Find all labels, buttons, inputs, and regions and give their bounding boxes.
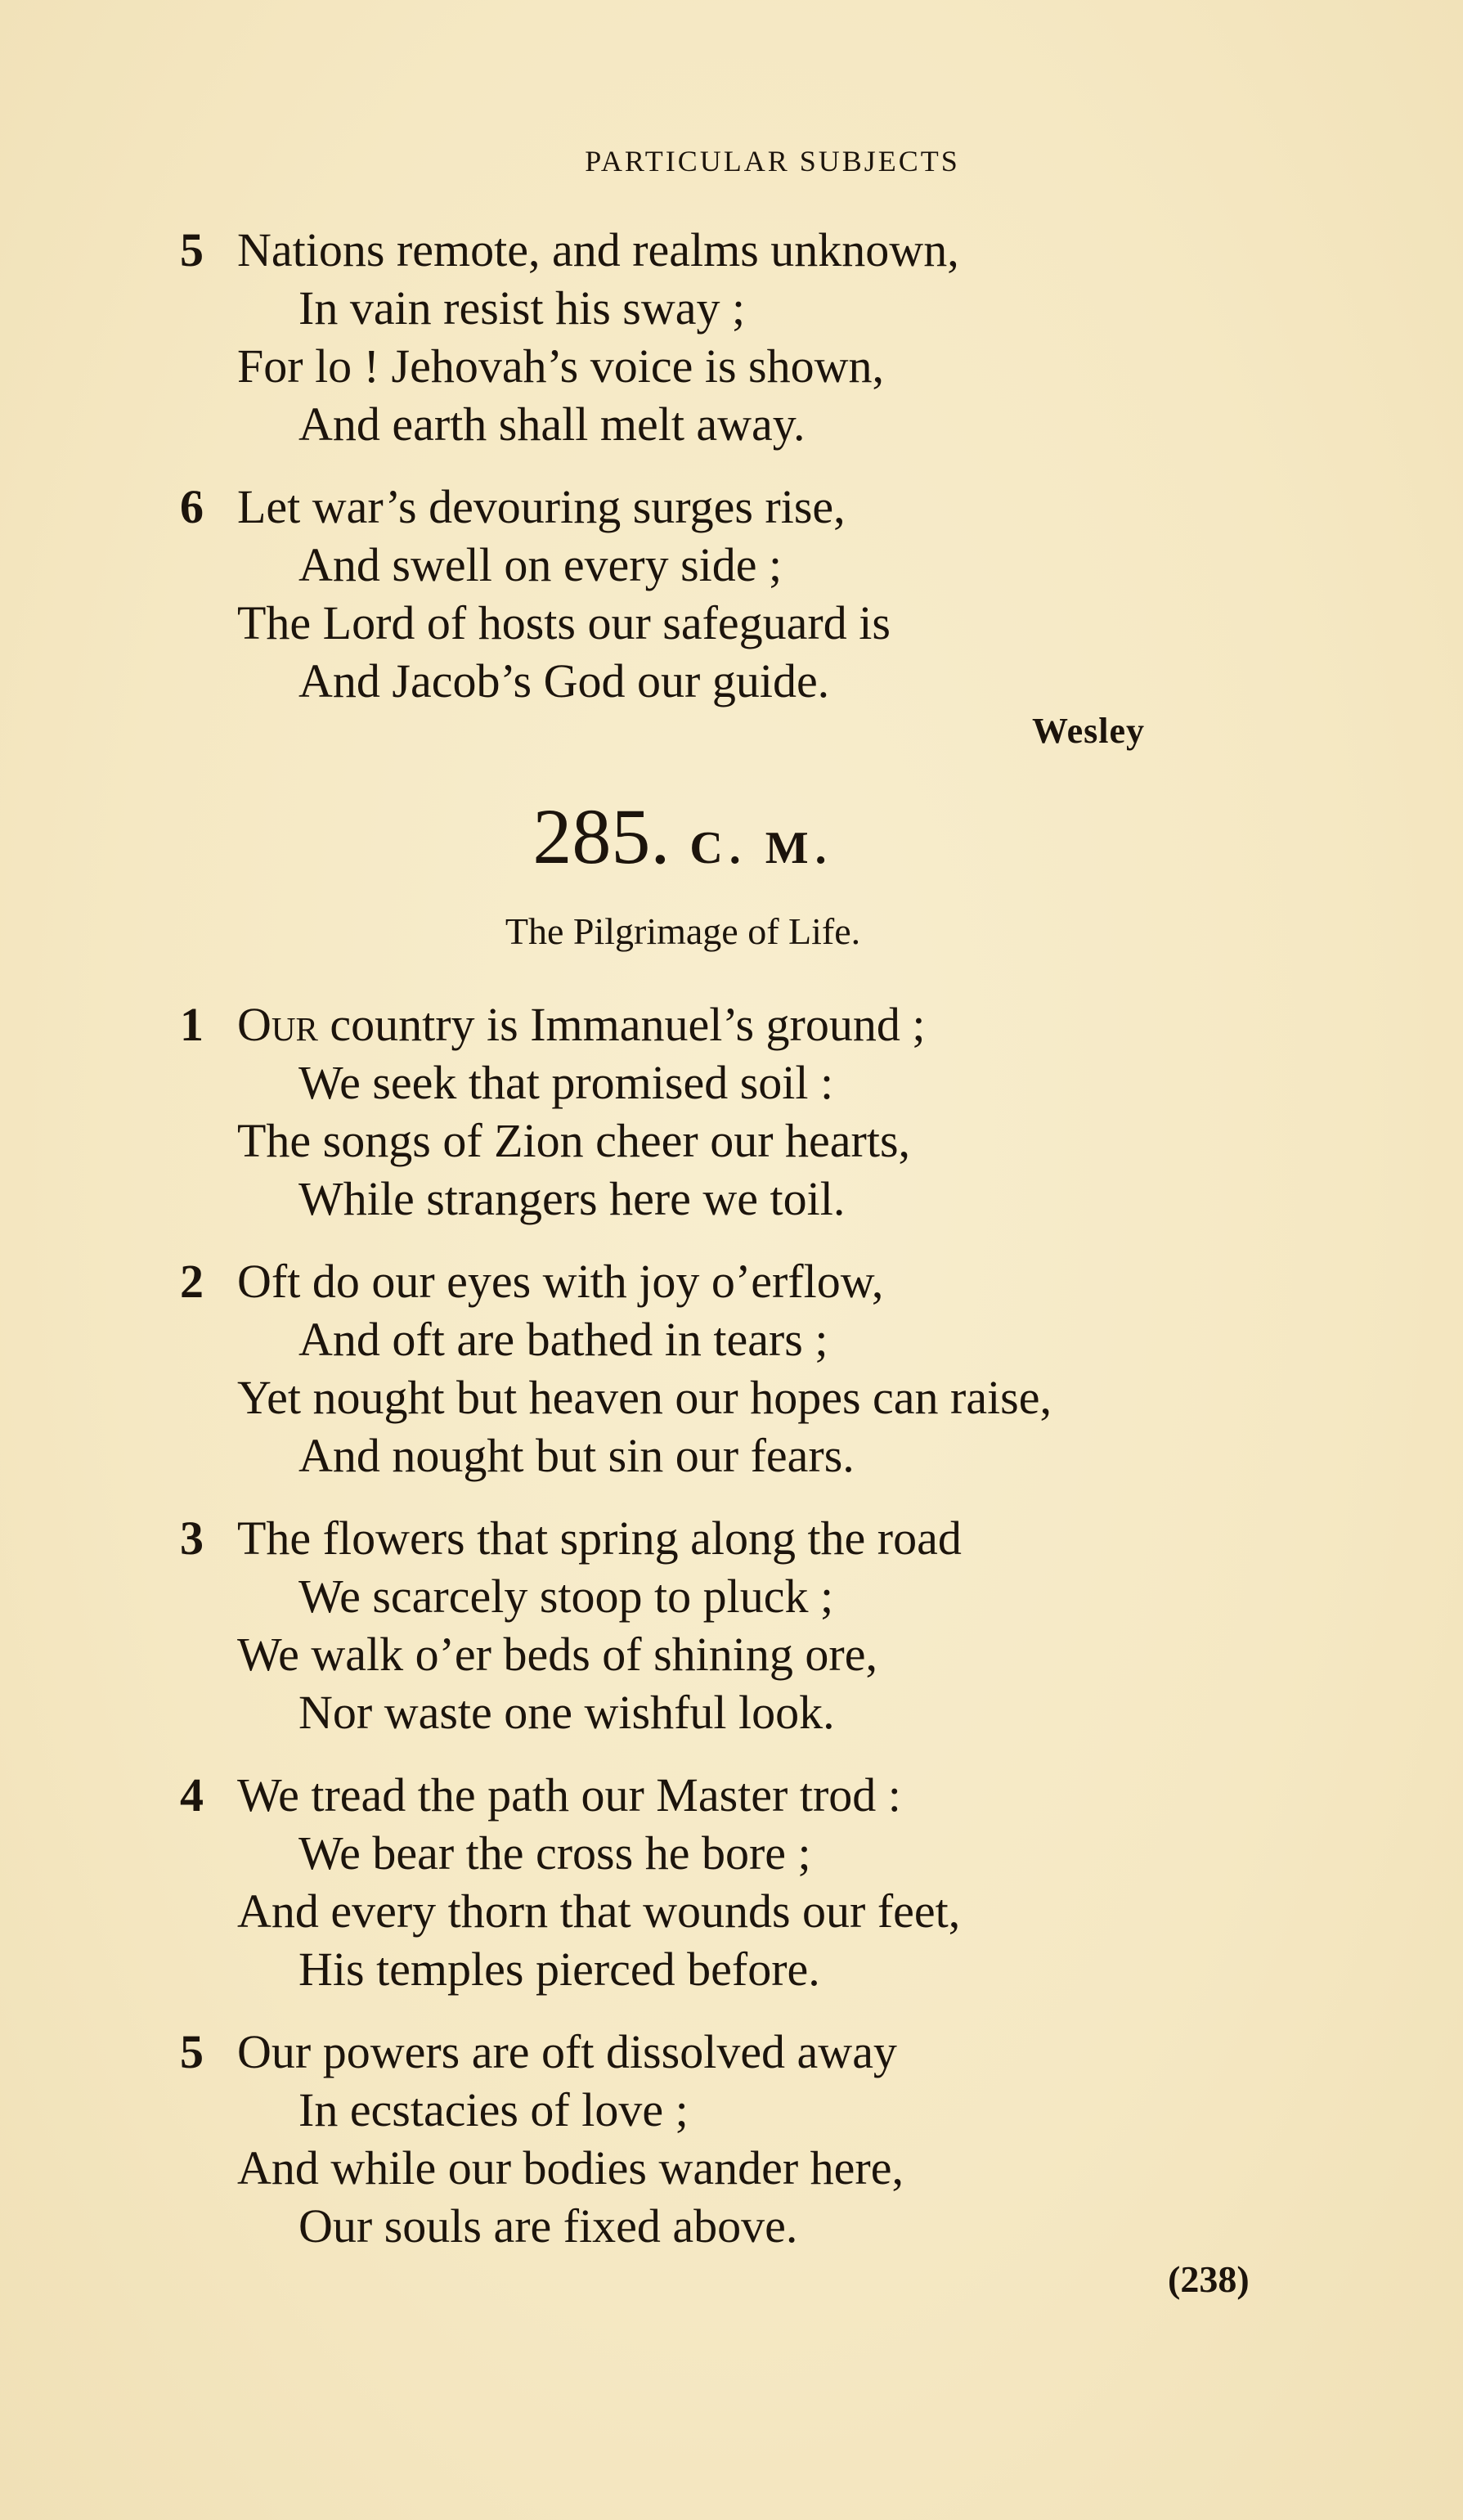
verse-line: Nor waste one wishful look.	[298, 1686, 835, 1739]
verse-line: And nought but sin our fears.	[298, 1429, 855, 1482]
verse-line	[180, 1509, 1292, 1567]
verse-number: 1	[180, 998, 204, 1051]
verse-line-text: The flowers that spring along the road	[237, 1512, 962, 1565]
verse	[180, 221, 1292, 453]
first-word: Our	[237, 998, 318, 1051]
verse-line-text: Nations remote, and realms unknown,	[237, 223, 959, 276]
page-number: (238)	[1168, 2258, 1250, 2300]
verse-number: 5	[180, 223, 204, 276]
verse-line: And swell on every side ;	[298, 538, 783, 591]
verse-line: In vain resist his sway ;	[298, 281, 746, 335]
hymn-title: The Pilgrimage of Life.	[505, 910, 861, 952]
verse-line: For lo ! Jehovah’s voice is shown,	[237, 339, 884, 393]
verse-line	[180, 1252, 1292, 1310]
verse-line: His temples pierced before.	[298, 1943, 820, 1996]
verse-line: We seek that promised soil :	[298, 1056, 834, 1109]
verse-line: In ecstacies of love ;	[298, 2083, 689, 2136]
verse-number: 4	[180, 1768, 204, 1821]
verse-line: We bear the cross he bore ;	[298, 1826, 811, 1880]
verse	[180, 478, 1292, 710]
verse-line	[180, 995, 1292, 1053]
verse	[180, 2023, 1292, 2255]
author-attribution: Wesley	[1032, 711, 1145, 751]
verse-line	[180, 221, 1292, 279]
verse	[180, 1252, 1292, 1485]
verse-number: 5	[180, 2025, 204, 2078]
verse	[180, 1509, 1292, 1741]
hymn-number: 285.	[532, 793, 671, 880]
hymn-meter: C. M.	[689, 823, 833, 874]
verse-line: And Jacob’s God our guide.	[298, 654, 830, 707]
verse-line: The songs of Zion cheer our hearts,	[237, 1114, 911, 1167]
verse	[180, 995, 1292, 1228]
verse-line	[180, 2023, 1292, 2081]
page-content	[180, 221, 1292, 2280]
verse-line-text: We tread the path our Master trod :	[237, 1768, 901, 1821]
verse-line: Yet nought but heaven our hopes can raise,	[237, 1371, 1052, 1424]
verse-line	[180, 1766, 1292, 1824]
verse-line-text: Oft do our eyes with joy o’erflow,	[237, 1255, 884, 1308]
verse-number: 6	[180, 480, 204, 533]
running-head: PARTICULAR SUBJECTS	[585, 145, 960, 177]
verse-number: 3	[180, 1512, 204, 1565]
hymn-heading	[180, 791, 1292, 882]
verse-line: We scarcely stoop to pluck ;	[298, 1570, 834, 1623]
verse-line-text: Our powers are oft dissolved away	[237, 2025, 897, 2078]
verse-line-text: Let war’s devouring surges rise,	[237, 480, 846, 533]
verse-line: Our souls are fixed above.	[298, 2199, 798, 2253]
verse-number: 2	[180, 1255, 204, 1308]
verse-line: And every thorn that wounds our feet,	[237, 1884, 961, 1938]
verse-line: While strangers here we toil.	[298, 1172, 846, 1225]
verse-line-text: country is Immanuel’s ground ;	[330, 998, 926, 1051]
verse-line: We walk o’er beds of shining ore,	[237, 1628, 877, 1681]
verse-line: And earth shall melt away.	[298, 398, 806, 451]
verse-line: The Lord of hosts our safeguard is	[237, 596, 891, 649]
verse-line: And oft are bathed in tears ;	[298, 1313, 828, 1366]
verse	[180, 1766, 1292, 1998]
verse-line: And while our bodies wander here,	[237, 2141, 904, 2194]
verse-line	[180, 478, 1292, 536]
